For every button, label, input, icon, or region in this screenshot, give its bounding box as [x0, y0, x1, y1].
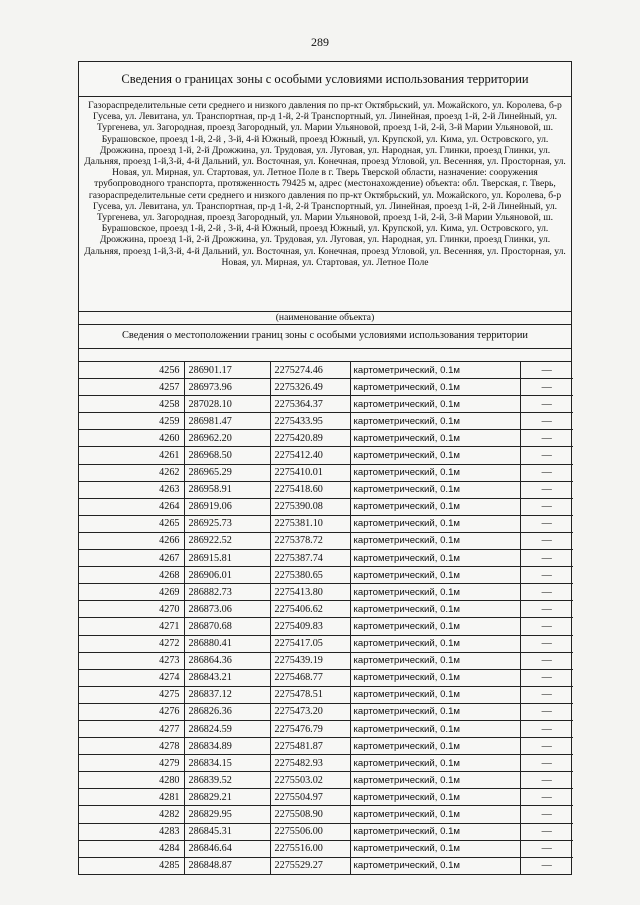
coordinates-table — [79, 362, 573, 874]
point-number-cell: 4279 — [79, 755, 184, 772]
sheet-title: Сведения о границах зоны с особыми условиями использования территории — [79, 62, 571, 97]
object-description: Газораспределительные сети среднего и низкого давления по пр-кт Октябрьский, ул. Можайского, ул. Королева, б-р Гусева, ул. Левитана, ул. Транспортная, пр-д 1-й, 2-й Транспортный, ул. Линейная, проезд 1-й, 2-й Линейный, ул. Тургенева, ул. Загородная, проезд Загородный, ул. Марии Ульяновой, проезд 1-й, 2-й, 3-й Марии Ульяновой, ш. Бурашовское, проезд 1-й, 2-й , 3-й, 4-й Южный, проезд Южный, ул. Крупской, ул. Кима, ул. Островского, ул. Дрожжина, проезд 1-й, 2-й Дрожжина, ул. Трудовая, ул. Луговая, ул. Народная, ул. Глинки, проезд Глинки, ул. Дальняя, проезд 1-й,3-й, 4-й Дальний, ул. Восточная, ул. Конечная, проезд Угловой, ул. Весенняя, ул. Просторная, ул. Новая, ул. Мирная, ул. Стартовая, ул. Летное Поле в г. Тверь Тверской области, назначение: сооружения трубопроводного транспорта, протяженность 79425 м, адрес (местонахождение) объекта: обл. Тверская, г. Тверь, газораспределительные сети среднего и низкого давления по пр-кт Октябрьский, ул. Можайского, ул. Королева, б-р Гусева, ул. Левитана, ул. Транспортная, пр-д 1-й, 2-й Транспортный, ул. Линейная, проезд 1-й, 2-й Линейный, ул. Тургенева, ул. Загородная, проезд Загородный, ул. Марии Ульяновой, проезд 1-й, 2-й, 3-й Марии Ульяновой, ш. Бурашовское, проезд 1-й, 2-й , 3-й, 4-й Южный, проезд Южный, ул. Крупской, ул. Кима, ул. Островского, ул. Дрожжина, проезд 1-й, 2-й Дрожжина, ул. Трудовая, ул. Луговая, ул. Народная, ул. Глинки, проезд Глинки, ул. Дальняя, проезд 1-й,3-й, 4-й Дальний, ул. Восточная, ул. Конечная, проезд Угловой, ул. Весенняя, ул. Просторная, ул. Новая, ул. Мирная, ул. Стартовая, ул. Летное Поле — [79, 97, 571, 312]
y-coordinate-cell: 2275417.05 — [270, 635, 350, 652]
method-cell: картометрический, 0.1м — [350, 806, 520, 823]
method-cell: картометрический, 0.1м — [350, 703, 520, 720]
y-coordinate-cell: 2275412.40 — [270, 447, 350, 464]
x-coordinate-cell: 286880.41 — [184, 635, 270, 652]
point-number-cell: 4259 — [79, 413, 184, 430]
point-number-cell: 4265 — [79, 515, 184, 532]
y-coordinate-cell: 2275506.00 — [270, 823, 350, 840]
method-cell: картометрический, 0.1м — [350, 481, 520, 498]
x-coordinate-cell: 286981.47 — [184, 413, 270, 430]
point-number-cell: 4275 — [79, 686, 184, 703]
x-coordinate-cell: 286824.59 — [184, 720, 270, 737]
error-cell: — — [520, 635, 573, 652]
y-coordinate-cell: 2275387.74 — [270, 550, 350, 567]
error-cell: — — [520, 806, 573, 823]
x-coordinate-cell: 286906.01 — [184, 567, 270, 584]
method-cell: картометрический, 0.1м — [350, 550, 520, 567]
point-number-cell: 4263 — [79, 481, 184, 498]
location-section-title: Сведения о местоположении границ зоны с особыми условиями использования территории — [79, 325, 571, 349]
table-row — [79, 738, 573, 755]
error-cell: — — [520, 532, 573, 549]
x-coordinate-cell: 286968.50 — [184, 447, 270, 464]
method-cell: картометрический, 0.1м — [350, 772, 520, 789]
y-coordinate-cell: 2275504.97 — [270, 789, 350, 806]
x-coordinate-cell: 286973.96 — [184, 379, 270, 396]
error-cell: — — [520, 686, 573, 703]
method-cell: картометрический, 0.1м — [350, 720, 520, 737]
x-coordinate-cell: 286834.89 — [184, 738, 270, 755]
method-cell: картометрический, 0.1м — [350, 857, 520, 874]
point-number-cell: 4256 — [79, 362, 184, 379]
y-coordinate-cell: 2275478.51 — [270, 686, 350, 703]
point-number-cell: 4271 — [79, 618, 184, 635]
x-coordinate-cell: 286915.81 — [184, 550, 270, 567]
x-coordinate-cell: 287028.10 — [184, 396, 270, 413]
table-row — [79, 806, 573, 823]
y-coordinate-cell: 2275406.62 — [270, 601, 350, 618]
y-coordinate-cell: 2275508.90 — [270, 806, 350, 823]
error-cell: — — [520, 703, 573, 720]
error-cell: — — [520, 652, 573, 669]
x-coordinate-cell: 286848.87 — [184, 857, 270, 874]
table-row — [79, 823, 573, 840]
y-coordinate-cell: 2275409.83 — [270, 618, 350, 635]
table-row — [79, 669, 573, 686]
x-coordinate-cell: 286843.21 — [184, 669, 270, 686]
point-number-cell: 4278 — [79, 738, 184, 755]
error-cell: — — [520, 430, 573, 447]
table-row — [79, 515, 573, 532]
point-number-cell: 4266 — [79, 532, 184, 549]
method-cell: картометрический, 0.1м — [350, 532, 520, 549]
table-row — [79, 396, 573, 413]
page-number: 289 — [311, 35, 329, 49]
method-cell: картометрический, 0.1м — [350, 789, 520, 806]
x-coordinate-cell: 286845.31 — [184, 823, 270, 840]
error-cell: — — [520, 789, 573, 806]
method-cell: картометрический, 0.1м — [350, 515, 520, 532]
error-cell: — — [520, 755, 573, 772]
table-header-spacer — [79, 349, 571, 362]
method-cell: картометрический, 0.1м — [350, 498, 520, 515]
zone-boundaries-sheet — [78, 61, 572, 875]
method-cell: картометрический, 0.1м — [350, 362, 520, 379]
y-coordinate-cell: 2275439.19 — [270, 652, 350, 669]
table-row — [79, 447, 573, 464]
table-row — [79, 652, 573, 669]
method-cell: картометрический, 0.1м — [350, 464, 520, 481]
table-row — [79, 532, 573, 549]
x-coordinate-cell: 286826.36 — [184, 703, 270, 720]
method-cell: картометрический, 0.1м — [350, 686, 520, 703]
error-cell: — — [520, 464, 573, 481]
error-cell: — — [520, 396, 573, 413]
point-number-cell: 4264 — [79, 498, 184, 515]
point-number-cell: 4257 — [79, 379, 184, 396]
table-row — [79, 840, 573, 857]
object-name-caption: (наименование объекта) — [79, 312, 571, 325]
point-number-cell: 4281 — [79, 789, 184, 806]
x-coordinate-cell: 286925.73 — [184, 515, 270, 532]
x-coordinate-cell: 286901.17 — [184, 362, 270, 379]
point-number-cell: 4282 — [79, 806, 184, 823]
x-coordinate-cell: 286873.06 — [184, 601, 270, 618]
x-coordinate-cell: 286965.29 — [184, 464, 270, 481]
table-row — [79, 550, 573, 567]
x-coordinate-cell: 286846.64 — [184, 840, 270, 857]
point-number-cell: 4273 — [79, 652, 184, 669]
x-coordinate-cell: 286882.73 — [184, 584, 270, 601]
y-coordinate-cell: 2275476.79 — [270, 720, 350, 737]
method-cell: картометрический, 0.1м — [350, 601, 520, 618]
x-coordinate-cell: 286837.12 — [184, 686, 270, 703]
table-row — [79, 413, 573, 430]
x-coordinate-cell: 286870.68 — [184, 618, 270, 635]
error-cell: — — [520, 618, 573, 635]
table-row — [79, 567, 573, 584]
table-row — [79, 686, 573, 703]
table-row — [79, 481, 573, 498]
y-coordinate-cell: 2275418.60 — [270, 481, 350, 498]
point-number-cell: 4285 — [79, 857, 184, 874]
method-cell: картометрический, 0.1м — [350, 755, 520, 772]
x-coordinate-cell: 286919.06 — [184, 498, 270, 515]
error-cell: — — [520, 584, 573, 601]
point-number-cell: 4260 — [79, 430, 184, 447]
error-cell: — — [520, 772, 573, 789]
table-row — [79, 618, 573, 635]
x-coordinate-cell: 286962.20 — [184, 430, 270, 447]
table-row — [79, 430, 573, 447]
error-cell: — — [520, 362, 573, 379]
y-coordinate-cell: 2275274.46 — [270, 362, 350, 379]
point-number-cell: 4267 — [79, 550, 184, 567]
table-row — [79, 720, 573, 737]
y-coordinate-cell: 2275468.77 — [270, 669, 350, 686]
x-coordinate-cell: 286829.21 — [184, 789, 270, 806]
point-number-cell: 4276 — [79, 703, 184, 720]
x-coordinate-cell: 286839.52 — [184, 772, 270, 789]
method-cell: картометрический, 0.1м — [350, 669, 520, 686]
y-coordinate-cell: 2275433.95 — [270, 413, 350, 430]
method-cell: картометрический, 0.1м — [350, 447, 520, 464]
method-cell: картометрический, 0.1м — [350, 567, 520, 584]
table-row — [79, 362, 573, 379]
error-cell: — — [520, 567, 573, 584]
x-coordinate-cell: 286922.52 — [184, 532, 270, 549]
point-number-cell: 4274 — [79, 669, 184, 686]
method-cell: картометрический, 0.1м — [350, 652, 520, 669]
error-cell: — — [520, 823, 573, 840]
error-cell: — — [520, 669, 573, 686]
y-coordinate-cell: 2275390.08 — [270, 498, 350, 515]
x-coordinate-cell: 286834.15 — [184, 755, 270, 772]
y-coordinate-cell: 2275481.87 — [270, 738, 350, 755]
y-coordinate-cell: 2275420.89 — [270, 430, 350, 447]
table-row — [79, 772, 573, 789]
point-number-cell: 4261 — [79, 447, 184, 464]
error-cell: — — [520, 601, 573, 618]
table-row — [79, 635, 573, 652]
y-coordinate-cell: 2275516.00 — [270, 840, 350, 857]
point-number-cell: 4268 — [79, 567, 184, 584]
y-coordinate-cell: 2275378.72 — [270, 532, 350, 549]
method-cell: картометрический, 0.1м — [350, 379, 520, 396]
error-cell: — — [541, 860, 552, 872]
point-number-cell: 4284 — [79, 840, 184, 857]
point-number-cell: 4280 — [79, 772, 184, 789]
x-coordinate-cell: 286958.91 — [184, 481, 270, 498]
x-coordinate-cell: 286829.95 — [184, 806, 270, 823]
method-cell: картометрический, 0.1м — [350, 635, 520, 652]
table-row — [79, 379, 573, 396]
y-coordinate-cell: 2275410.01 — [270, 464, 350, 481]
y-coordinate-cell: 2275473.20 — [270, 703, 350, 720]
error-cell: — — [520, 481, 573, 498]
point-number-cell: 4269 — [79, 584, 184, 601]
error-cell: — — [520, 720, 573, 737]
point-number-cell: 4258 — [79, 396, 184, 413]
error-cell: — — [520, 840, 573, 857]
table-row — [79, 584, 573, 601]
table-row — [79, 789, 573, 806]
table-row — [79, 498, 573, 515]
table-row — [79, 703, 573, 720]
error-cell: — — [520, 498, 573, 515]
table-row — [79, 464, 573, 481]
y-coordinate-cell: 2275529.27 — [270, 857, 350, 874]
error-cell: — — [520, 447, 573, 464]
method-cell: картометрический, 0.1м — [350, 738, 520, 755]
method-cell: картометрический, 0.1м — [350, 840, 520, 857]
point-number-cell: 4270 — [79, 601, 184, 618]
method-cell: картометрический, 0.1м — [350, 618, 520, 635]
x-coordinate-cell: 286864.36 — [184, 652, 270, 669]
y-coordinate-cell: 2275381.10 — [270, 515, 350, 532]
table-row — [79, 857, 573, 874]
method-cell: картометрический, 0.1м — [350, 413, 520, 430]
method-cell: картометрический, 0.1м — [350, 584, 520, 601]
method-cell: картометрический, 0.1м — [350, 430, 520, 447]
y-coordinate-cell: 2275503.02 — [270, 772, 350, 789]
table-row — [79, 755, 573, 772]
error-cell: — — [520, 738, 573, 755]
method-cell: картометрический, 0.1м — [350, 823, 520, 840]
point-number-cell: 4277 — [79, 720, 184, 737]
table-row — [79, 601, 573, 618]
error-cell: — — [520, 379, 573, 396]
point-number-cell: 4262 — [79, 464, 184, 481]
y-coordinate-cell: 2275482.93 — [270, 755, 350, 772]
point-number-cell: 4283 — [79, 823, 184, 840]
y-coordinate-cell: 2275364.37 — [270, 396, 350, 413]
error-cell: — — [520, 413, 573, 430]
error-cell: — — [520, 550, 573, 567]
y-coordinate-cell: 2275413.80 — [270, 584, 350, 601]
y-coordinate-cell: 2275380.65 — [270, 567, 350, 584]
point-number-cell: 4272 — [79, 635, 184, 652]
error-cell: — — [520, 515, 573, 532]
method-cell: картометрический, 0.1м — [350, 396, 520, 413]
y-coordinate-cell: 2275326.49 — [270, 379, 350, 396]
